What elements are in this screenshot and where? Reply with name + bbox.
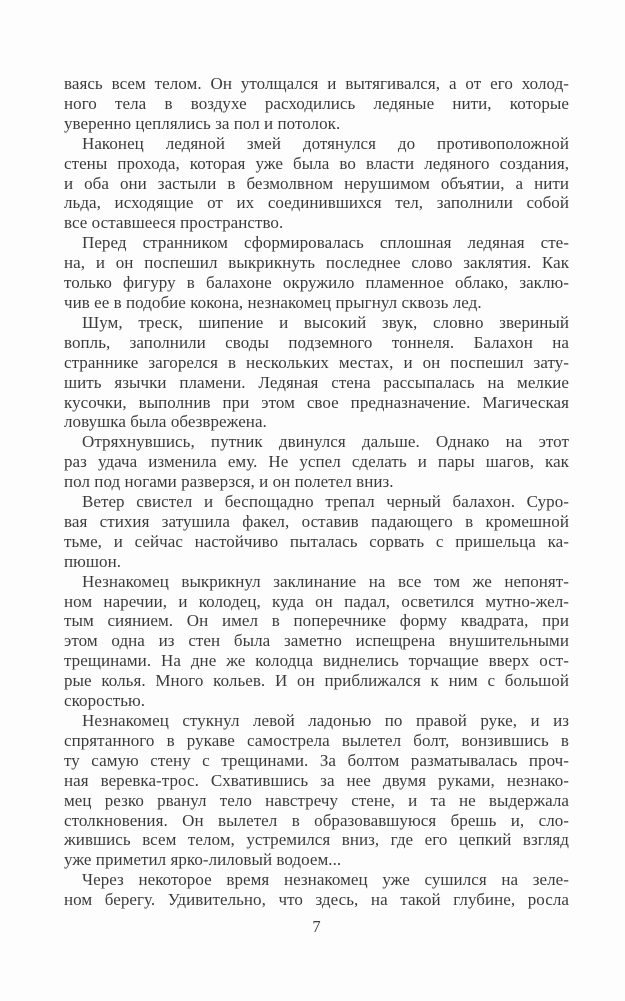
paragraph — [64, 432, 569, 492]
text-line: Перед странником сформировалась сплошная ледяная сте- — [82, 233, 569, 253]
text-line: чив ее в подобие кокона, незнакомец прыгнул сквозь лед. — [64, 292, 482, 312]
paragraph — [64, 233, 569, 313]
text-block — [64, 74, 569, 910]
text-line: и оба они застыли в безмолвном нерушимом объятии, а нити — [64, 173, 569, 193]
text-line: трещинами. На дне же колодца виднелись торчащие вверх ост- — [64, 651, 569, 671]
text-line: все оставшееся пространство. — [64, 213, 284, 233]
text-line: только фигуру в балахоне окружило пламенное облако, заклю- — [64, 273, 569, 293]
text-line: Наконец ледяной змей дотянулся до противоположной — [82, 133, 569, 153]
text-line: рые колья. Много кольев. И он приближался к ним с большой — [64, 671, 569, 691]
text-line: вая стихия затушила факел, оставив падающего в кромешной — [64, 511, 569, 531]
text-line: Незнакомец выкрикнул заклинание на все том же непонят- — [82, 571, 569, 591]
paragraph — [64, 492, 569, 572]
text-line: спрятанного в рукаве самострела вылетел болт, вонзившись в — [64, 730, 569, 750]
text-line: ном берегу. Удивительно, что здесь, на такой глубине, росла — [64, 890, 569, 910]
text-line: жившись всем телом, устремился вниз, где его цепкий взгляд — [64, 830, 569, 850]
text-line: Шум, треск, шипение и высокий звук, словно звериный — [82, 312, 569, 332]
text-line: шить язычки пламени. Ледяная стена рассыпалась на мелкие — [64, 372, 569, 392]
paragraph — [64, 711, 569, 870]
text-line: тьме, и сейчас настойчиво пыталась сорвать с пришельца ка- — [64, 531, 569, 551]
text-line: пюшон. — [64, 551, 122, 571]
paragraph — [64, 870, 569, 910]
paragraph — [64, 134, 569, 234]
text-line: Отряхнувшись, путник двинулся дальше. Однако на этот — [82, 432, 569, 452]
text-line: тым сиянием. Он имел в поперечнике форму квадрата, при — [64, 611, 569, 631]
text-line: ваясь всем телом. Он утолщался и вытягивался, а от его холод- — [64, 74, 569, 93]
text-line: этом одна из стен была заметно испещрена внушительными — [64, 631, 569, 651]
page-number: 7 — [312, 917, 321, 936]
text-line: страннике загорелся в нескольких местах, и он поспешил зату- — [64, 352, 569, 372]
text-line: на, и он поспешил выкрикнуть последнее слово заклятия. Как — [64, 253, 569, 273]
text-line: уверенно цеплялись за пол и потолок. — [64, 113, 341, 133]
paragraph — [64, 74, 569, 134]
text-line: кусочки, выполнив при этом свое предназначение. Магическая — [64, 392, 569, 412]
text-line: стены прохода, которая уже была во власти ледяного создания, — [64, 153, 569, 173]
text-line: ного тела в воздухе расходились ледяные нити, которые — [64, 93, 569, 113]
text-line: Через некоторое время незнакомец уже сушился на зеле- — [82, 870, 569, 890]
paragraph — [64, 313, 569, 432]
text-line: пол под ногами разверзся, и он полетел вниз. — [64, 472, 394, 492]
text-line: столкновения. Он вылетел в образовавшуюся брешь и, сло- — [64, 810, 569, 830]
text-line: льда, исходящие от их соединившихся тел, заполнили собой — [64, 193, 569, 213]
text-line: мец резко рванул тело навстречу стене, и та не выдержала — [64, 790, 569, 810]
text-line: ная веревка-трос. Схватившись за нее двумя руками, незнако- — [64, 770, 569, 790]
text-line: ту самую стену с трещинами. За болтом разматывалась проч- — [64, 750, 569, 770]
text-line: ном наречии, и колодец, куда он падал, осветился мутно-жел- — [64, 591, 569, 611]
text-line: уже приметил ярко-лиловый водоем... — [64, 850, 342, 870]
text-line: раз удача изменила ему. Не успел сделать и пары шагов, как — [64, 452, 569, 472]
text-line: вопль, заполнили своды подземного тоннеля. Балахон на — [64, 332, 569, 352]
text-line: скоростью. — [64, 691, 146, 711]
text-line: Ветер свистел и беспощадно трепал черный балахон. Суро- — [82, 492, 569, 512]
paragraph — [64, 572, 569, 711]
text-line: Незнакомец стукнул левой ладонью по правой руке, и из — [82, 711, 569, 730]
text-line: ловушка была обезврежена. — [64, 412, 267, 432]
